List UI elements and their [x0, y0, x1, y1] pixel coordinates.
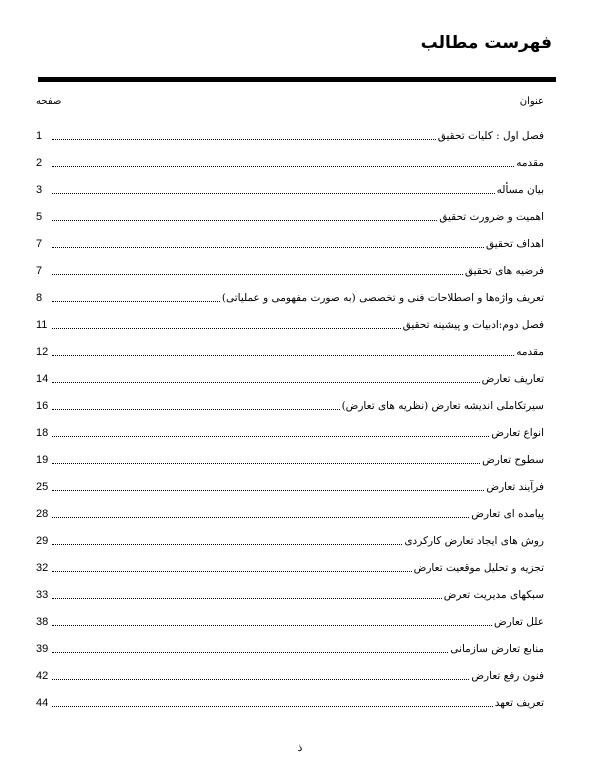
dot-leader [52, 516, 469, 518]
toc-entry-title: فرضیه های تحقیق [464, 265, 544, 277]
dot-leader [52, 543, 402, 545]
toc-entry-page: 8 [36, 292, 43, 304]
toc-entry-page: 32 [36, 562, 49, 574]
toc-entry-page: 7 [36, 238, 43, 250]
toc-entry-page: 44 [36, 697, 49, 709]
dot-leader [52, 300, 220, 302]
toc-entry[interactable] [36, 251, 544, 278]
toc-entry[interactable] [36, 548, 544, 575]
toc-entry-title: سیرتکاملی اندیشه تعارض (نظریه های تعارض) [341, 400, 544, 412]
dot-leader [52, 327, 401, 329]
toc-entry-title: فنون رفع تعارض [471, 670, 544, 682]
toc-entry[interactable] [36, 521, 544, 548]
toc-entry[interactable] [36, 143, 544, 170]
dot-leader [52, 192, 495, 194]
toc-entry[interactable] [36, 197, 544, 224]
dot-leader [52, 489, 484, 491]
dot-leader [52, 246, 484, 248]
dot-leader [52, 678, 469, 680]
dot-leader [52, 165, 514, 167]
toc-entry[interactable] [36, 224, 544, 251]
toc-entry[interactable] [36, 332, 544, 359]
toc-entry[interactable] [36, 359, 544, 386]
toc-entry-title: مقدمه [516, 346, 544, 358]
column-header-title: عنوان [519, 96, 544, 107]
toc-entry[interactable] [36, 494, 544, 521]
dot-leader [52, 219, 437, 221]
dot-leader [52, 408, 340, 410]
toc-entry-title: فصل اول : کلیات تحقیق [437, 130, 544, 142]
toc-entry-title: پیامده ای تعارض [471, 508, 544, 520]
dot-leader [52, 354, 514, 356]
toc-entry-page: 33 [36, 589, 49, 601]
toc-entry-title: تعاریف تعارض [481, 373, 544, 385]
toc-entry[interactable] [36, 575, 544, 602]
toc-entry-title: سطوح تعارض [482, 454, 544, 466]
toc-entry[interactable] [36, 602, 544, 629]
dot-leader [52, 651, 448, 653]
toc-entry-title: فرآیند تعارض [486, 481, 544, 493]
toc-entry[interactable] [36, 413, 544, 440]
dot-leader [52, 381, 480, 383]
toc-entry-page: 11 [36, 319, 48, 331]
toc-entry-title: فصل دوم:ادبیات و پیشینه تحقیق [402, 319, 544, 331]
toc-entry-page: 12 [36, 346, 49, 358]
toc-entry-page: 2 [36, 157, 43, 169]
dot-leader [52, 705, 493, 707]
toc-entry-page: 1 [36, 130, 43, 142]
toc-entry[interactable] [36, 116, 544, 143]
page-number-footer: ذ [297, 741, 303, 754]
toc-entry-page: 39 [36, 643, 49, 655]
dot-leader [52, 138, 436, 140]
dot-leader [52, 597, 442, 599]
toc-entry-page: 3 [36, 184, 43, 196]
column-header-page: صفحه [36, 96, 62, 107]
toc-entry[interactable] [36, 683, 544, 710]
toc-entry[interactable] [36, 278, 544, 305]
dot-leader [52, 462, 480, 464]
toc-entry-title: انواع تعارض [491, 427, 544, 439]
toc-entry-title: اهمیت و ضرورت تحقیق [439, 211, 544, 223]
toc-entry-page: 38 [36, 616, 49, 628]
table-of-contents [36, 116, 544, 710]
toc-entry-page: 42 [36, 670, 49, 682]
toc-entry-page: 25 [36, 481, 49, 493]
toc-entry[interactable] [36, 305, 544, 332]
toc-entry[interactable] [36, 440, 544, 467]
toc-entry[interactable] [36, 629, 544, 656]
toc-entry-page: 29 [36, 535, 49, 547]
dot-leader [52, 570, 412, 572]
toc-entry-page: 5 [36, 211, 43, 223]
toc-entry-title: بیان مسأله [496, 184, 544, 196]
dot-leader [52, 273, 463, 275]
toc-entry-page: 19 [36, 454, 49, 466]
toc-entry-title: تعریف تعهد [494, 697, 544, 709]
toc-entry-title: مقدمه [516, 157, 544, 169]
toc-entry-page: 14 [36, 373, 49, 385]
toc-entry-title: منابع تعارض سازمانی [450, 643, 544, 655]
toc-entry[interactable] [36, 467, 544, 494]
toc-entry-title: روش های ایجاد تعارض کارکردی [404, 535, 544, 547]
toc-entry[interactable] [36, 170, 544, 197]
title-rule [38, 77, 556, 82]
toc-entry[interactable] [36, 386, 544, 413]
toc-entry-title: اهداف تحقیق [485, 238, 544, 250]
toc-entry-page: 7 [36, 265, 43, 277]
dot-leader [52, 624, 492, 626]
toc-entry-title: سبکهای مدیریت تعرض [443, 589, 544, 601]
toc-entry-page: 18 [36, 427, 49, 439]
toc-entry-title: تعریف واژه‌ها و اصطلاحات فنی و تخصصی (به صورت مفهومی و عملیاتی) [221, 292, 544, 304]
dot-leader [52, 435, 489, 437]
page-title: فهرست مطالب [420, 33, 552, 53]
toc-entry-page: 16 [36, 400, 49, 412]
toc-entry[interactable] [36, 656, 544, 683]
toc-entry-page: 28 [36, 508, 49, 520]
toc-entry-title: تجزیه و تحلیل موقعیت تعارض [413, 562, 544, 574]
toc-entry-title: علل تعارض [494, 616, 544, 628]
